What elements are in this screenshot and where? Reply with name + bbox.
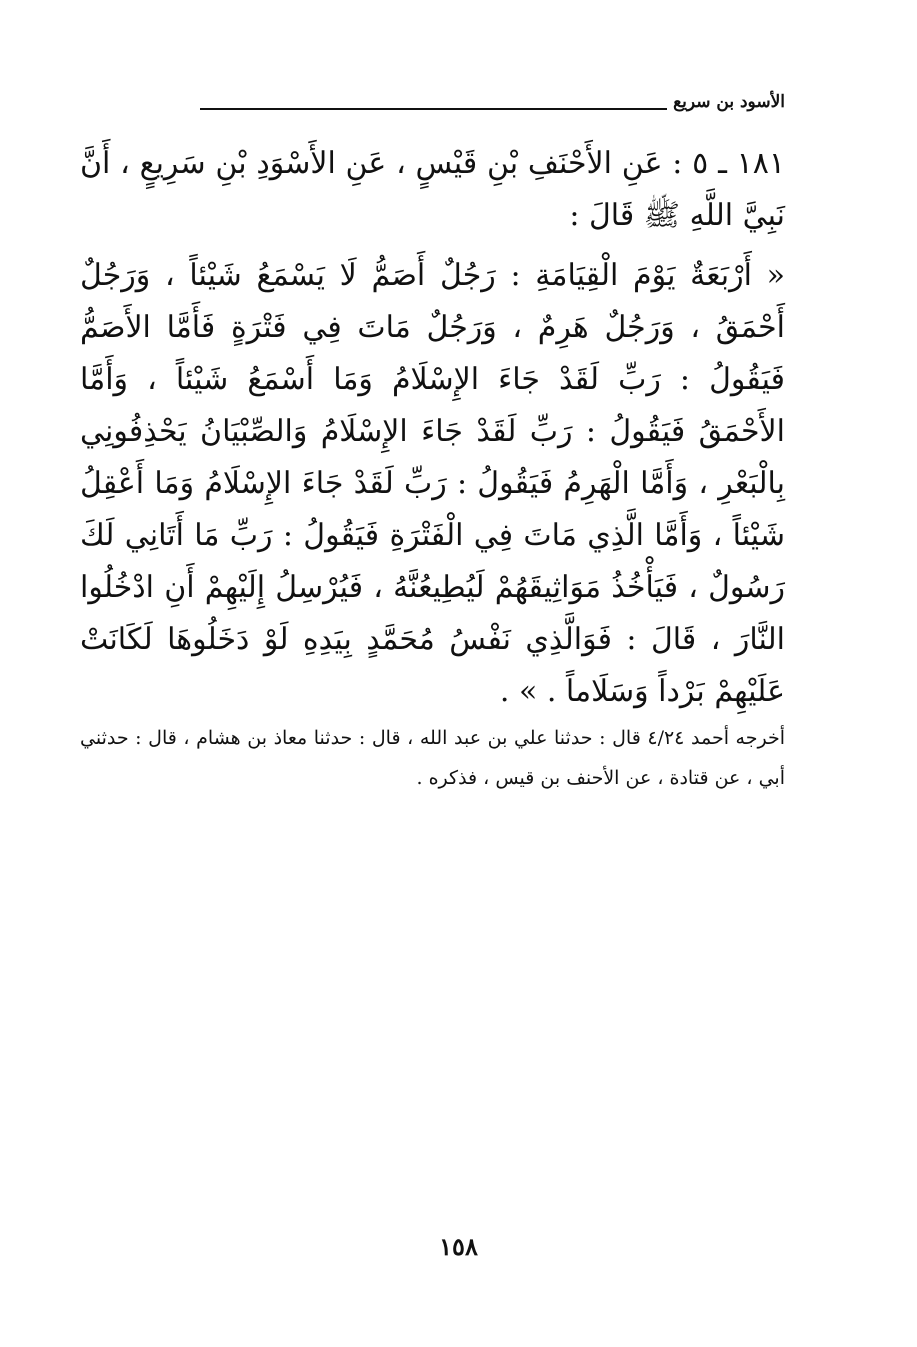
- chapter-title: الأسود بن سريع: [673, 92, 785, 112]
- hadith-block: [80, 138, 785, 718]
- running-header: [200, 88, 785, 116]
- hadith-intro: ١٨١ ـ ٥ : عَنِ الأَحْنَفِ بْنِ قَيْسٍ ، عَنِ الأَسْوَدِ بْنِ سَرِيعٍ ، أَنَّ نَبِيَّ اللَّهِ ﷺ قَالَ :: [80, 146, 785, 233]
- header-rule: [200, 108, 667, 110]
- hadith-text: « أَرْبَعَةٌ يَوْمَ الْقِيَامَةِ : رَجُلٌ أَصَمُّ لَا يَسْمَعُ شَيْئاً ، وَرَجُلٌ أَحْمَقُ ، وَرَجُلٌ هَرِمٌ ، وَرَجُلٌ مَاتَ فِي فَتْرَةٍ فَأَمَّا الأَصَمُّ فَيَقُولُ : رَبِّ لَقَدْ جَاءَ الإِسْلَامُ وَمَا أَسْمَعُ شَيْئاً ، وَأَمَّا الأَحْمَقُ فَيَقُولُ : رَبِّ لَقَدْ جَاءَ الإِسْلَامُ وَالصِّبْيَانُ يَحْذِفُونِي بِالْبَعْرِ ، وَأَمَّا الْهَرِمُ فَيَقُولُ : رَبِّ لَقَدْ جَاءَ الإِسْلَامُ وَمَا أَعْقِلُ شَيْئاً ، وَأَمَّا الَّذِي مَاتَ فِي الْفَتْرَةِ فَيَقُولُ : رَبِّ مَا أَتَانِي لَكَ رَسُولٌ ، فَيَأْخُذُ مَوَاثِيقَهُمْ لَيُطِيعُنَّهُ ، فَيُرْسِلُ إِلَيْهِمْ أَنِ ادْخُلُوا النَّارَ ، قَالَ : فَوَالَّذِي نَفْسُ مُحَمَّدٍ بِيَدِهِ لَوْ دَخَلُوهَا لَكَانَتْ عَلَيْهِمْ بَرْداً وَسَلَاماً . » .: [80, 258, 785, 709]
- footnote: أخرجه أحمد ٤/٢٤ قال : حدثنا علي بن عبد الله ، قال : حدثنا معاذ بن هشام ، قال : حدثني أبي ، عن قتادة ، عن الأحنف بن قيس ، فذكره .: [80, 727, 786, 789]
- page-number: ١٥٨: [439, 1232, 478, 1261]
